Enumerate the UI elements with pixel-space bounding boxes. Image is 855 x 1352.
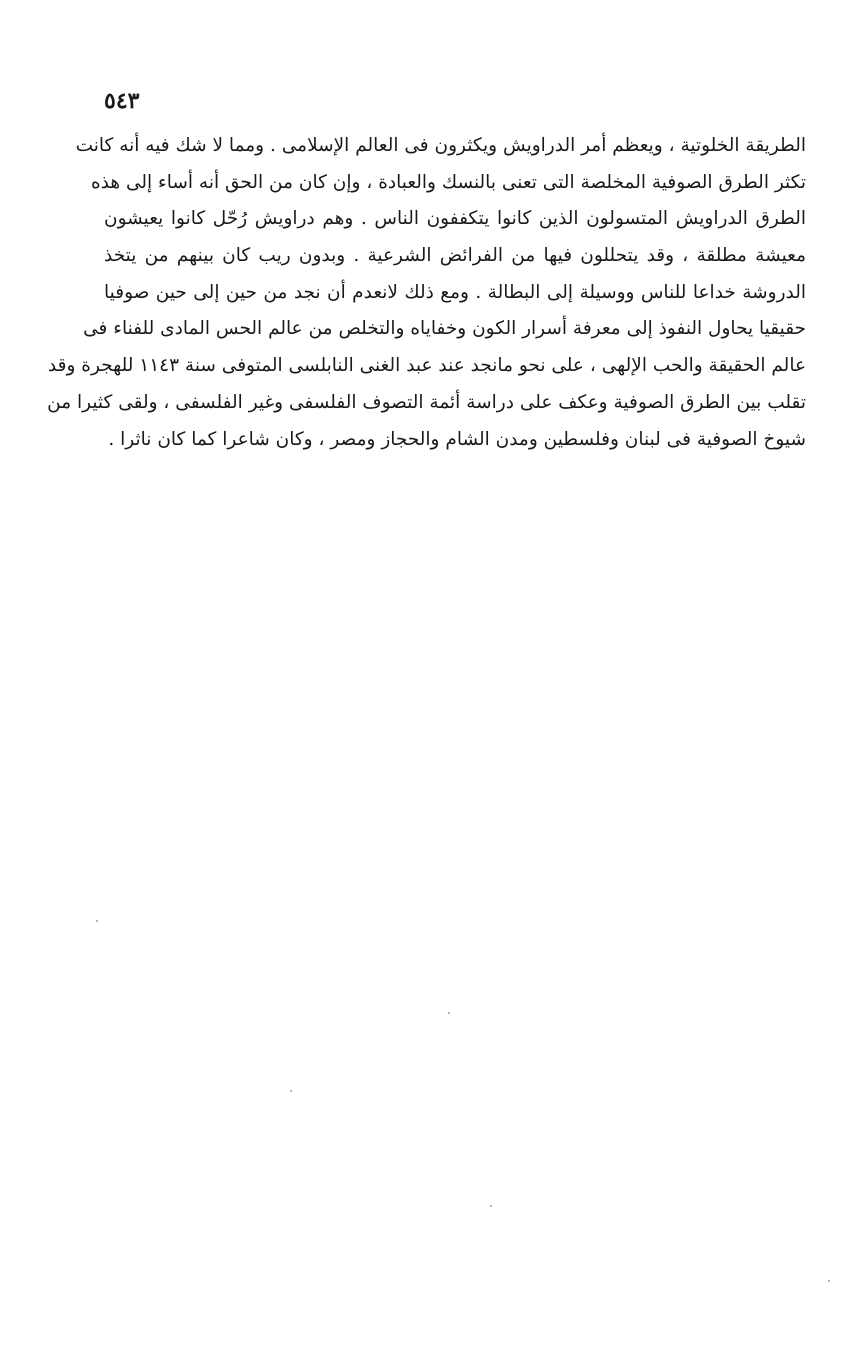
scan-speck: [290, 1090, 292, 1092]
text-line: تكثر الطرق الصوفية المخلصة التى تعنى بالنسك والعبادة ، وإن كان من الحق أنه أساء إلى هذه: [90, 171, 806, 193]
scan-speck: [490, 1205, 492, 1207]
text-line: حقيقيا يحاول النفوذ إلى معرفة أسرار الكون وخفاياه والتخلص من عالم الحس المادى للفناء فى: [83, 318, 806, 340]
body-paragraph: [47, 128, 806, 458]
scan-speck: [96, 920, 98, 922]
text-line: تقلب بين الطرق الصوفية وعكف على دراسة أئمة التصوف الفلسفى وغير الفلسفى ، ولقى كثيرا من: [47, 391, 806, 413]
text-line: معيشة مطلقة ، وقد يتحللون فيها من الفرائض الشرعية . وبدون ريب كان بينهم من يتخذ: [104, 245, 806, 267]
page-number: ٥٤٣: [104, 88, 140, 114]
text-line: الطرق الدراويش المتسولون الذين كانوا يتكففون الناس . وهم دراويش رُحّل كانوا يعيشون: [104, 208, 806, 230]
text-line: شيوخ الصوفية فى لبنان وفلسطين ومدن الشام والحجاز ومصر ، وكان شاعرا كما كان ناثرا .: [108, 428, 806, 450]
text-line: عالم الحقيقة والحب الإلهى ، على نحو مانجد عند عبد الغنى النابلسى المتوفى سنة ١١٤٣ للهجرة وقد: [47, 355, 806, 377]
text-line: الطريقة الخلوتية ، ويعظم أمر الدراويش ويكثرون فى العالم الإسلامى . ومما لا شك فيه أنه كانت: [75, 135, 806, 156]
text-line: الدروشة خداعا للناس ووسيلة إلى البطالة . ومع ذلك لانعدم أن نجد من حين إلى حين صوفيا: [104, 281, 806, 303]
scan-speck: [448, 1012, 450, 1014]
scan-speck: [828, 1280, 830, 1282]
